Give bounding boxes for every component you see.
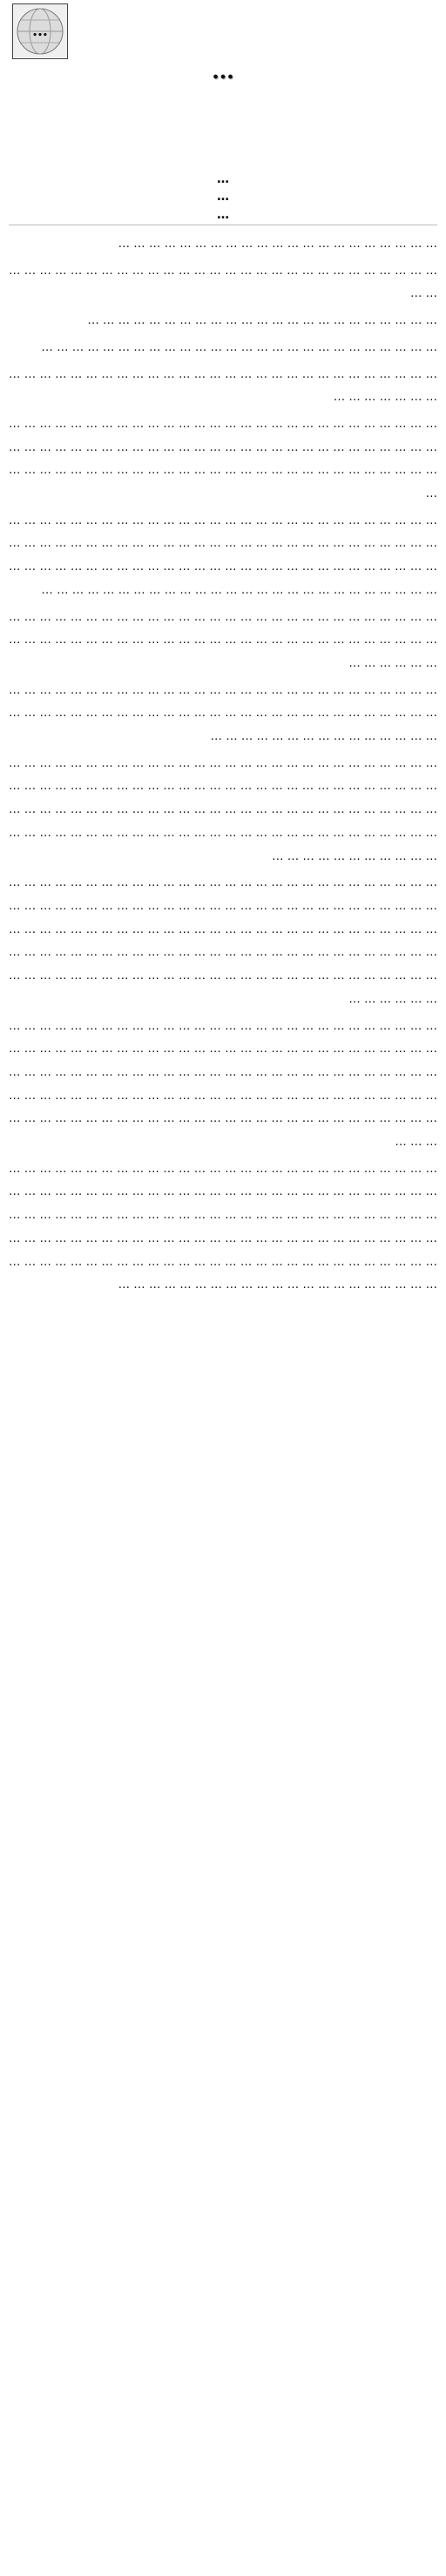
article-paragraph: … … … … … … … … … … … … … … … … … … … … … … … … … … … … … … … … … … … … … … … … … … … … … … … … … … … … … … … … … … … … … … … … … … … … … … … … … … … … … … … … … … … … … … … … … … … … … … … … … … … … … … … … … … … … … … … … … … … … … … … … … … … (9, 756, 437, 863)
headline: … (212, 58, 234, 84)
subhead-line: … (217, 172, 229, 186)
subhead-line: … (217, 190, 229, 205)
subhead (9, 171, 437, 224)
article-paragraph: … … … … … … … … … … … … … … … … … … … … … … … … … … … … … … … … … … … … … … … … … … … … … … … … … … … … … … … … … … … … … … … … … … … … … … … … … … … … … … … … … … … … … … … … … … … … … … … … … … … … … … … … … … … … … … (9, 513, 437, 597)
masthead (0, 0, 446, 64)
article-paragraph: … … … … … … … … … … … … … … … … … … … … … … … … … … … … … … (9, 264, 437, 301)
article-paragraph: … … … … … … … … … … … … … … … … … … … … … … … … … … … … … … … … … … … … … … … … … … … … … … … … … … … … … … … … … … … … … … … … … … … … … … … (9, 683, 437, 744)
article-paragraph: … … … … … … … … … … … … … … … … … … … … … … … (87, 314, 437, 328)
logo-text: … (32, 22, 48, 40)
newspaper-logo (12, 3, 68, 59)
article-paragraph: … … … … … … … … … … … … … … … … … … … … … (118, 238, 437, 251)
article-paragraph: … … … … … … … … … … … … … … … … … … … … … … … … … … … … … … … … … … … … … … … … … … … … … … … … … … … … … … … … … … … … … … (9, 610, 437, 670)
article-paragraph: … … … … … … … … … … … … … … … … … … … … … … … … … … … … … … … … … … … (9, 367, 437, 405)
article-paragraph: … … … … … … … … … … … … … … … … … … … … … … … … … … … … … … … … … … … … … … … … … … … … … … … … … … … … … … … … … … … … … … … … … … … … … … … … … … … … … … … … … … … … … … … … … … … … … … … … … … … … … … … … … … … … … … … … … … … … … … … … … … … … … … … … … … … … … … … … … … … … … … … … … … (9, 876, 437, 1006)
article-paragraph: … … … … … … … … … … … … … … … … … … … … … … … … … … … … … … … … … … … … … … … … … … … … … … … … … … … … … … … … … … … … … … … … … … … … … … … … … … … … … … … … … … … … … … … … … … … … … … … … … … … … … … … … … … … … … … … … … … … … … … … … … … … … … … … … … … … … … … … … … … … … … … … … … … … … … … … … … … … … … … … … … (9, 1162, 437, 1292)
subhead-line: … (217, 207, 229, 222)
article-body (9, 233, 437, 2566)
article-paragraph: … … … … … … … … … … … … … … … … … … … … … … … … … … … … … … … … … … … … … … … … … … … … … … … … … … … … … … … … … … … … … … … … … … … … … … … … … … … … … … … … … … … … … (9, 417, 437, 501)
article-paragraph: … … … … … … … … … … … … … … … … … … … … … … … … … … … … … … … … … … … … … … … … … … … … … … … … … … … … … … … … … … … … … … … … … … … … … … … … … … … … … … … … … … … … … … … … … … … … … … … … … … … … … … … … … … … … … … … … … … … … … … … … … … … … … … … … … … … … … … … … … … … … … … … (9, 1019, 437, 1150)
article-paragraph: … … … … … … … … … … … … … … … … … … … … … … … … … … (41, 340, 437, 354)
